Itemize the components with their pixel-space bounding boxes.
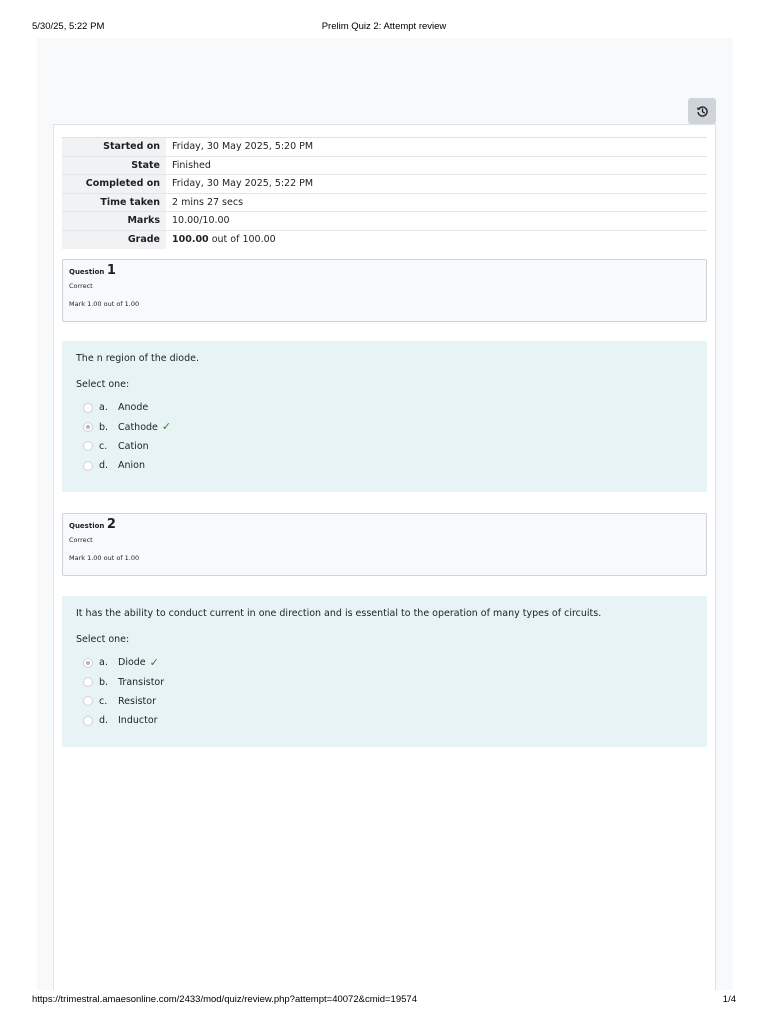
answer-radio-selected[interactable]	[83, 422, 93, 432]
answer-option-a[interactable]: a. Diode ✓	[76, 653, 707, 672]
summary-value: 10.00/10.00	[166, 212, 707, 231]
answer-text: Anode	[118, 402, 149, 414]
summary-label: Started on	[62, 138, 166, 157]
select-one-prompt: Select one:	[76, 634, 130, 645]
question-1-content	[62, 341, 707, 492]
answer-radio[interactable]	[83, 441, 93, 451]
summary-row-state	[62, 156, 707, 175]
summary-row-completed-on	[62, 175, 707, 194]
question-2-content	[62, 596, 707, 747]
print-footer	[0, 990, 768, 1010]
answer-text: Cathode	[118, 421, 158, 433]
answer-radio[interactable]	[83, 696, 93, 706]
summary-label: State	[62, 156, 166, 175]
summary-row-started-on	[62, 138, 707, 157]
summary-value: Friday, 30 May 2025, 5:22 PM	[166, 175, 707, 194]
answer-text: Inductor	[118, 715, 158, 727]
print-page-number: 1/4	[722, 994, 736, 1005]
answer-text: Cation	[118, 440, 149, 452]
summary-value: 2 mins 27 secs	[166, 193, 707, 212]
answer-text: Diode	[118, 657, 146, 669]
print-datetime: 5/30/25, 5:22 PM	[32, 21, 105, 32]
summary-value	[166, 230, 707, 249]
summary-value: Friday, 30 May 2025, 5:20 PM	[166, 138, 707, 157]
answer-option-d[interactable]: d. Inductor	[76, 711, 707, 730]
summary-row-time-taken	[62, 193, 707, 212]
quiz-navigation-drawer-button[interactable]	[688, 98, 716, 124]
attempt-summary-table	[62, 137, 707, 249]
answer-radio[interactable]	[83, 716, 93, 726]
question-state: Correct	[69, 536, 93, 544]
question-1-info	[62, 259, 707, 322]
answer-text: Anion	[118, 460, 145, 472]
question-mark: Mark 1.00 out of 1.00	[69, 554, 140, 562]
summary-label: Completed on	[62, 175, 166, 194]
grade-out-of: out of 100.00	[208, 234, 276, 245]
answer-text: Resistor	[118, 695, 156, 707]
question-text: It has the ability to conduct current in one direction and is essential to the operation of many types of circuits.	[76, 608, 602, 619]
answer-radio[interactable]	[83, 461, 93, 471]
answer-option-b[interactable]: b. Transistor	[76, 672, 707, 691]
summary-label: Time taken	[62, 193, 166, 212]
summary-row-marks	[62, 212, 707, 231]
select-one-prompt: Select one:	[76, 379, 130, 390]
question-mark: Mark 1.00 out of 1.00	[69, 300, 140, 308]
answer-option-d[interactable]: d. Anion	[76, 456, 707, 475]
summary-label: Marks	[62, 212, 166, 231]
answer-radio[interactable]	[83, 677, 93, 687]
answer-option-b[interactable]: b. Cathode ✓	[76, 417, 707, 436]
print-title: Prelim Quiz 2: Attempt review	[321, 21, 447, 32]
answer-text: Transistor	[118, 676, 165, 688]
question-number: Question 1	[69, 263, 116, 278]
correct-check-icon: ✓	[149, 655, 159, 669]
answer-option-c[interactable]: c. Resistor	[76, 692, 707, 711]
summary-value: Finished	[166, 156, 707, 175]
answer-option-c[interactable]: c. Cation	[76, 437, 707, 456]
summary-row-grade	[62, 230, 707, 249]
answer-radio[interactable]	[83, 403, 93, 413]
history-icon	[696, 105, 709, 118]
answer-list	[76, 653, 707, 731]
question-text: The n region of the diode.	[76, 353, 199, 364]
answer-option-a[interactable]: a. Anode	[76, 398, 707, 417]
print-url: https://trimestral.amaesonline.com/2433/mod/quiz/review.php?attempt=40072&cmid=19574	[32, 994, 417, 1005]
grade-score: 100.00	[172, 234, 209, 245]
correct-check-icon: ✓	[161, 420, 172, 434]
question-number: Question 2	[69, 517, 116, 532]
answer-radio-selected[interactable]	[83, 658, 93, 668]
answer-list	[76, 398, 707, 476]
question-2-info	[62, 513, 707, 576]
summary-label: Grade	[62, 230, 166, 249]
question-state: Correct	[69, 282, 93, 290]
print-header	[0, 0, 768, 36]
